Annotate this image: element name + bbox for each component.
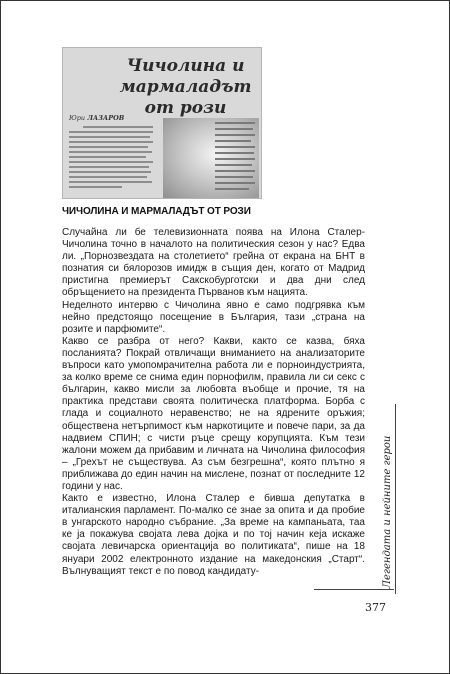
clipping-text-lines — [69, 126, 157, 196]
newspaper-clipping — [62, 47, 262, 199]
clipping-side-text — [213, 120, 257, 196]
clipping-author-name: ЛАЗАРОВ — [87, 114, 125, 122]
article-paragraph: Неделното интервю с Чичолина явно е само подгрявка към нейно предстоящо посещение в България, тази „страна на розите и парфюмите“. — [62, 299, 365, 335]
article-headline: ЧИЧОЛИНА И МАРМАЛАДЪТ ОТ РОЗИ — [62, 206, 251, 217]
clipping-author — [69, 114, 124, 122]
running-header: Легендата и нейните герои — [382, 435, 393, 589]
article-paragraph: Както е известно, Илона Сталер е бивша депутатка в италианския парламент. По-малко се знае за опита и да пробие в унгарското народно събрание. „За време на кампаньата, таа ке ја покажува својата лева дојка и по тој начин кеја искаже својата левичарска ориентација во политиката“, пише на 18 януари 2002 електронното издание на македонския „Старт“. Вълнуващият текст е по повод кандидату- — [62, 493, 365, 577]
article-paragraph: Какво се разбра от него? Какви, както се казва, бяха посланията? Покрай отвличащи вниманието на анализаторите въпроси като умопомрачителна работа ли е порноиндустрията, за колко време се снима един порнофилм, правила ли си секс с българин, какво мисли за любовта въобще и прочие, тя на практика представи своята политическа платформа. Борба с глада и социалното неравенство; не на ядрените оръжия; обществена нетърпимост към наркотиците и повече пари, за да надвием СПИН; с чисти ръце срещу корупцията. Към тези жалони можем да прибавим и личната на Чичолина философия – „Грехът не съществува. Аз съм безгрешна“, която плътно я приближава до един начин на мислене, познат от последните 12 години у нас. — [62, 335, 365, 492]
page-number: 377 — [365, 601, 386, 614]
article-paragraph: Случайна ли бе телевизионната поява на Илона Сталер-Чичолина точно в началото на политическия сезон у нас? Едва ли. „Порнозвездата на столетието“ грейна от екрана на БНТ в познатия си бялорозов имидж в същия ден, когато от Мадрид пристигна премиерът Сакскобурготски и два дни след обръщението на президента Първанов към нацията. — [62, 227, 365, 299]
clipping-title: Чичолина и мармаладът от рози — [119, 56, 252, 118]
clipping-author-label: Юри — [69, 114, 86, 122]
article-body — [62, 227, 365, 578]
page-number-rule — [314, 589, 394, 590]
